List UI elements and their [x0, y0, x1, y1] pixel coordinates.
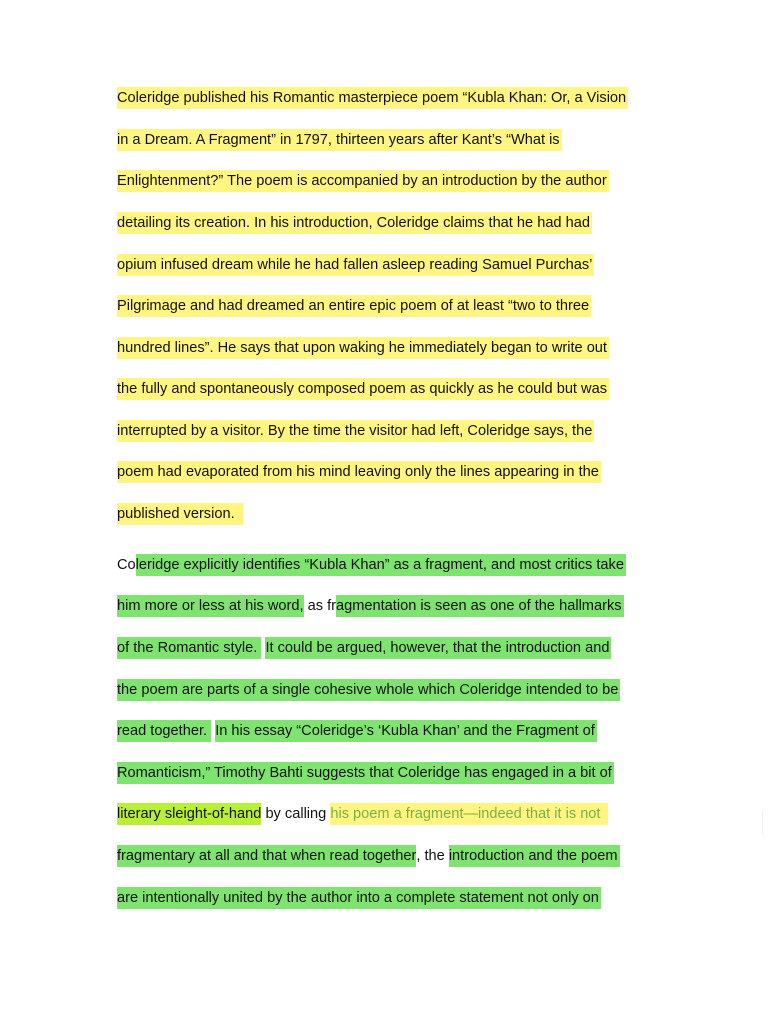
- highlighted-text: leridge explicitly identifies “Kubla Khan” as a fragment, and most critics take: [136, 554, 626, 576]
- highlighted-text: In his essay “Coleridge’s ‘Kubla Khan’ and the Fragment of: [215, 720, 597, 742]
- highlighted-text: Enlightenment?” The poem is accompanied by an introduction by the author: [117, 170, 609, 192]
- plain-text: Co: [117, 557, 136, 573]
- paragraph2-line-8: [117, 845, 620, 867]
- paragraph1-line-5: [117, 254, 594, 276]
- paragraph1-line-9: [117, 420, 594, 442]
- paragraph1-line-7: [117, 337, 609, 359]
- paragraph2-line-2: [117, 595, 624, 617]
- paragraph1-line-4: [117, 212, 592, 234]
- highlighted-text: introduction and the poem: [449, 845, 620, 867]
- plain-text: as fr: [303, 598, 336, 614]
- highlighted-text: are intentionally united by the author into a complete statement not only on: [117, 887, 601, 909]
- highlighted-text: It could be argued, however, that the introduction and: [265, 637, 611, 659]
- paragraph2-line-9: [117, 887, 601, 909]
- paragraph2-line-6: [117, 762, 614, 784]
- highlighted-text: the poem are parts of a single cohesive whole which Coleridge intended to be: [117, 679, 620, 701]
- plain-text: , the: [416, 848, 449, 864]
- paragraph2-line-7: [117, 803, 608, 825]
- highlighted-text: poem had evaporated from his mind leaving only the lines appearing in the: [117, 461, 601, 483]
- highlighted-text: Coleridge published his Romantic masterpiece poem “Kubla Khan: Or, a Vision: [117, 87, 628, 109]
- highlighted-text: hundred lines”. He says that upon waking he immediately began to write out: [117, 337, 609, 359]
- paragraph1-line-6: [117, 295, 591, 317]
- highlighted-text: agmentation is seen as one of the hallmarks: [336, 595, 624, 617]
- highlighted-text: opium infused dream while he had fallen asleep reading Samuel Purchas’: [117, 254, 594, 276]
- highlighted-text: published version.: [117, 503, 243, 525]
- highlighted-text: him more or less at his word,: [117, 595, 304, 617]
- plain-text: by calling: [261, 806, 331, 822]
- highlighted-text: his poem a fragment—indeed that it is not: [330, 803, 608, 825]
- page-edge-mark: [762, 808, 768, 838]
- highlighted-text: literary sleight-of-hand: [117, 803, 261, 825]
- paragraph1-line-3: [117, 170, 609, 192]
- highlighted-text: of the Romantic style.: [117, 637, 261, 659]
- highlighted-text: detailing its creation. In his introduction, Coleridge claims that he had had: [117, 212, 592, 234]
- paragraph1-line-2: [117, 129, 562, 151]
- paragraph2-line-5: [117, 720, 597, 742]
- paragraph2-line-4: [117, 679, 620, 701]
- highlighted-text: Pilgrimage and had dreamed an entire epic poem of at least “two to three: [117, 295, 591, 317]
- paragraph1-line-11: [117, 503, 243, 525]
- paragraph1-line-8: [117, 378, 609, 400]
- highlighted-text: the fully and spontaneously composed poem as quickly as he could but was: [117, 378, 609, 400]
- highlighted-text: fragmentary at all and that when read together: [117, 845, 416, 867]
- highlighted-text: in a Dream. A Fragment” in 1797, thirteen years after Kant’s “What is: [117, 129, 562, 151]
- paragraph1-line-1: [117, 87, 628, 109]
- highlighted-text: read together.: [117, 720, 211, 742]
- highlighted-text: interrupted by a visitor. By the time the visitor had left, Coleridge says, the: [117, 420, 594, 442]
- paragraph2-line-1: [117, 554, 626, 576]
- paragraph2-line-3: [117, 637, 611, 659]
- highlighted-text: Romanticism,” Timothy Bahti suggests that Coleridge has engaged in a bit of: [117, 762, 614, 784]
- paragraph1-line-10: [117, 461, 601, 483]
